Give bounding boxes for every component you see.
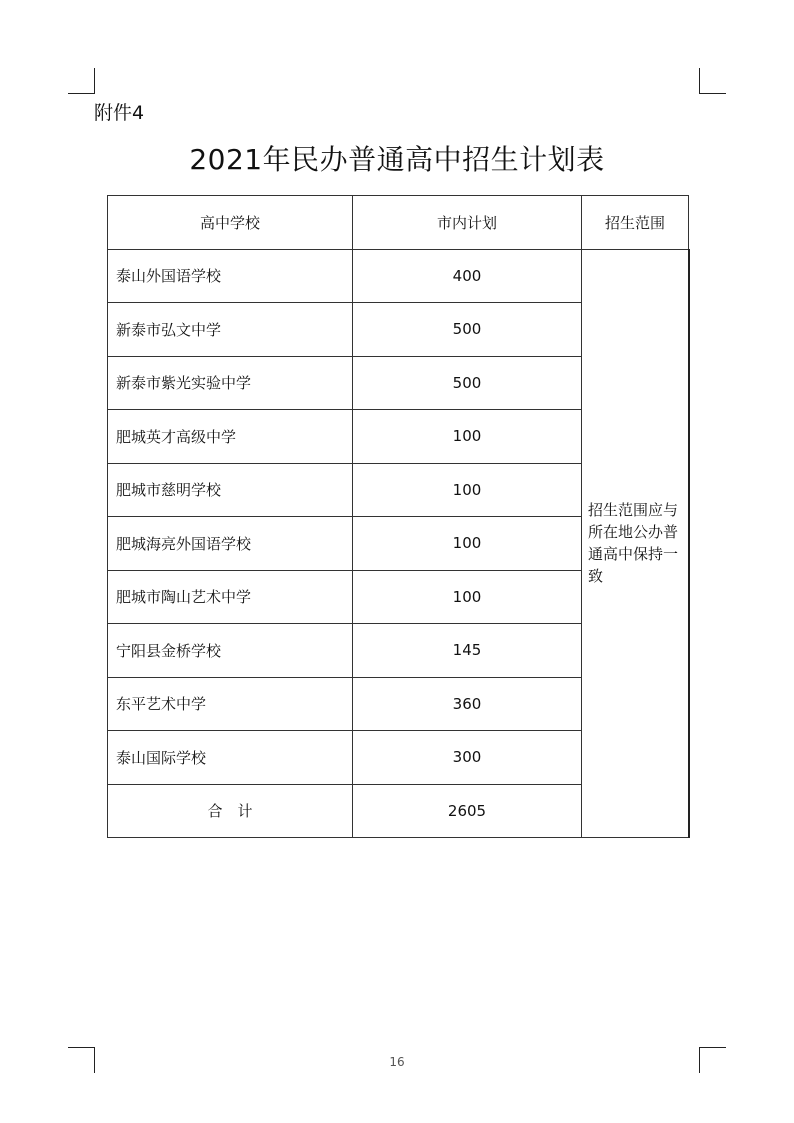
crop-mark-top-right-h <box>699 93 726 94</box>
quota-cell: 100 <box>353 570 582 624</box>
quota-cell: 100 <box>353 410 582 464</box>
quota-cell: 300 <box>353 731 582 785</box>
school-name-cell: 宁阳县金桥学校 <box>108 624 353 678</box>
table-header-row <box>108 196 689 250</box>
school-name-cell: 新泰市弘文中学 <box>108 303 353 357</box>
crop-mark-bottom-right-h <box>699 1047 726 1048</box>
quota-cell: 500 <box>353 356 582 410</box>
scope-note-cell: 招生范围应与所在地公办普通高中保持一致 <box>582 249 689 838</box>
page-title: 2021年民办普通高中招生计划表 <box>189 143 605 176</box>
crop-mark-top-left-v <box>94 68 95 94</box>
school-name-cell: 肥城市陶山艺术中学 <box>108 570 353 624</box>
crop-mark-bottom-left-h <box>68 1047 95 1048</box>
table-row <box>108 249 689 303</box>
page-number: 16 <box>389 1055 405 1069</box>
total-label: 合 计 <box>108 784 353 838</box>
quota-cell: 145 <box>353 624 582 678</box>
school-name-cell: 泰山国际学校 <box>108 731 353 785</box>
school-name-cell: 东平艺术中学 <box>108 677 353 731</box>
crop-mark-top-right-v <box>699 68 700 94</box>
quota-cell: 100 <box>353 517 582 571</box>
quota-cell: 400 <box>353 249 582 303</box>
school-name-cell: 肥城海亮外国语学校 <box>108 517 353 571</box>
attachment-label: 附件4 <box>94 102 145 124</box>
quota-cell: 360 <box>353 677 582 731</box>
header-scope: 招生范围 <box>582 196 689 250</box>
quota-cell: 500 <box>353 303 582 357</box>
header-school: 高中学校 <box>108 196 353 250</box>
total-value: 2605 <box>353 784 582 838</box>
header-quota: 市内计划 <box>353 196 582 250</box>
school-name-cell: 肥城市慈明学校 <box>108 463 353 517</box>
school-name-cell: 泰山外国语学校 <box>108 249 353 303</box>
quota-cell: 100 <box>353 463 582 517</box>
crop-mark-top-left-h <box>68 93 95 94</box>
school-name-cell: 肥城英才高级中学 <box>108 410 353 464</box>
school-name-cell: 新泰市紫光实验中学 <box>108 356 353 410</box>
enrollment-plan-table <box>107 195 690 838</box>
